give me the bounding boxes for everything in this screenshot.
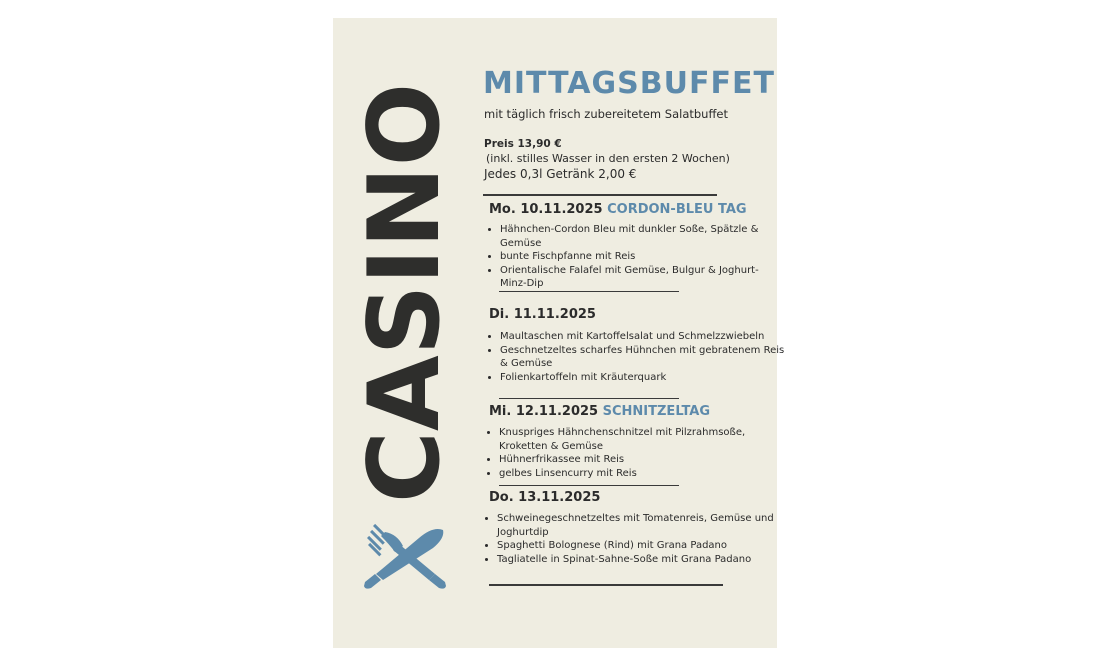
list-item: • Geschnetzeltes scharfes Hühnchen mit gebratenem Reis & Gemüse bbox=[500, 344, 790, 371]
fork-knife-icon bbox=[359, 518, 451, 590]
day-heading-tuesday bbox=[489, 307, 596, 322]
list-item: • Hühnerfrikassee mit Reis bbox=[499, 453, 774, 467]
price-label: Preis 13,90 € bbox=[484, 138, 562, 150]
divider bbox=[499, 398, 679, 399]
list-item: • Spaghetti Bolognese (Rind) mit Grana Padano bbox=[497, 539, 782, 553]
day-heading-thursday bbox=[489, 490, 600, 505]
brand-logo bbox=[348, 78, 462, 508]
divider bbox=[499, 291, 679, 292]
list-item: • Orientalische Falafel mit Gemüse, Bulgur & Joghurt-Minz-Dip bbox=[500, 264, 775, 291]
list-item: • Knuspriges Hähnchenschnitzel mit Pilzrahmsoße, Kroketten & Gemüse bbox=[499, 426, 774, 453]
menu-list-monday bbox=[486, 223, 775, 291]
day-heading-monday bbox=[489, 202, 747, 217]
list-item: • bunte Fischpfanne mit Reis bbox=[500, 250, 775, 264]
menu-flyer bbox=[333, 18, 785, 648]
divider bbox=[489, 584, 723, 586]
list-item: • Folienkartoffeln mit Kräuterquark bbox=[500, 371, 790, 385]
menu-list-wednesday bbox=[485, 426, 774, 480]
day-date: Do. 13.11.2025 bbox=[489, 490, 601, 505]
menu-list-tuesday bbox=[486, 330, 790, 384]
day-date: Mo. 10.11.2025 bbox=[489, 202, 603, 217]
divider bbox=[499, 485, 679, 486]
menu-title: MITTAGSBUFFET bbox=[483, 66, 775, 101]
list-item: • Tagliatelle in Spinat-Sahne-Soße mit Grana Padano bbox=[497, 553, 782, 567]
list-item: • Schweinegeschnetzeltes mit Tomatenreis, Gemüse und Joghurtdip bbox=[497, 512, 782, 539]
day-date: Mi. 12.11.2025 bbox=[489, 404, 599, 419]
drink-price: Jedes 0,3l Getränk 2,00 € bbox=[484, 167, 637, 181]
list-item: • Hähnchen-Cordon Bleu mit dunkler Soße, Spätzle & Gemüse bbox=[500, 223, 775, 250]
day-theme: CORDON-BLEU TAG bbox=[607, 202, 747, 217]
list-item: • gelbes Linsencurry mit Reis bbox=[499, 467, 774, 481]
brand-name: CASINO bbox=[348, 82, 462, 503]
menu-subtitle: mit täglich frisch zubereitetem Salatbuffet bbox=[484, 107, 728, 121]
price-note: (inkl. stilles Wasser in den ersten 2 Wochen) bbox=[486, 152, 730, 165]
day-date: Di. 11.11.2025 bbox=[489, 307, 596, 322]
divider bbox=[483, 194, 717, 196]
menu-list-thursday bbox=[483, 512, 782, 566]
day-heading-wednesday bbox=[489, 404, 710, 419]
list-item: • Maultaschen mit Kartoffelsalat und Schmelzzwiebeln bbox=[500, 330, 790, 344]
day-theme: SCHNITZELTAG bbox=[602, 404, 711, 419]
